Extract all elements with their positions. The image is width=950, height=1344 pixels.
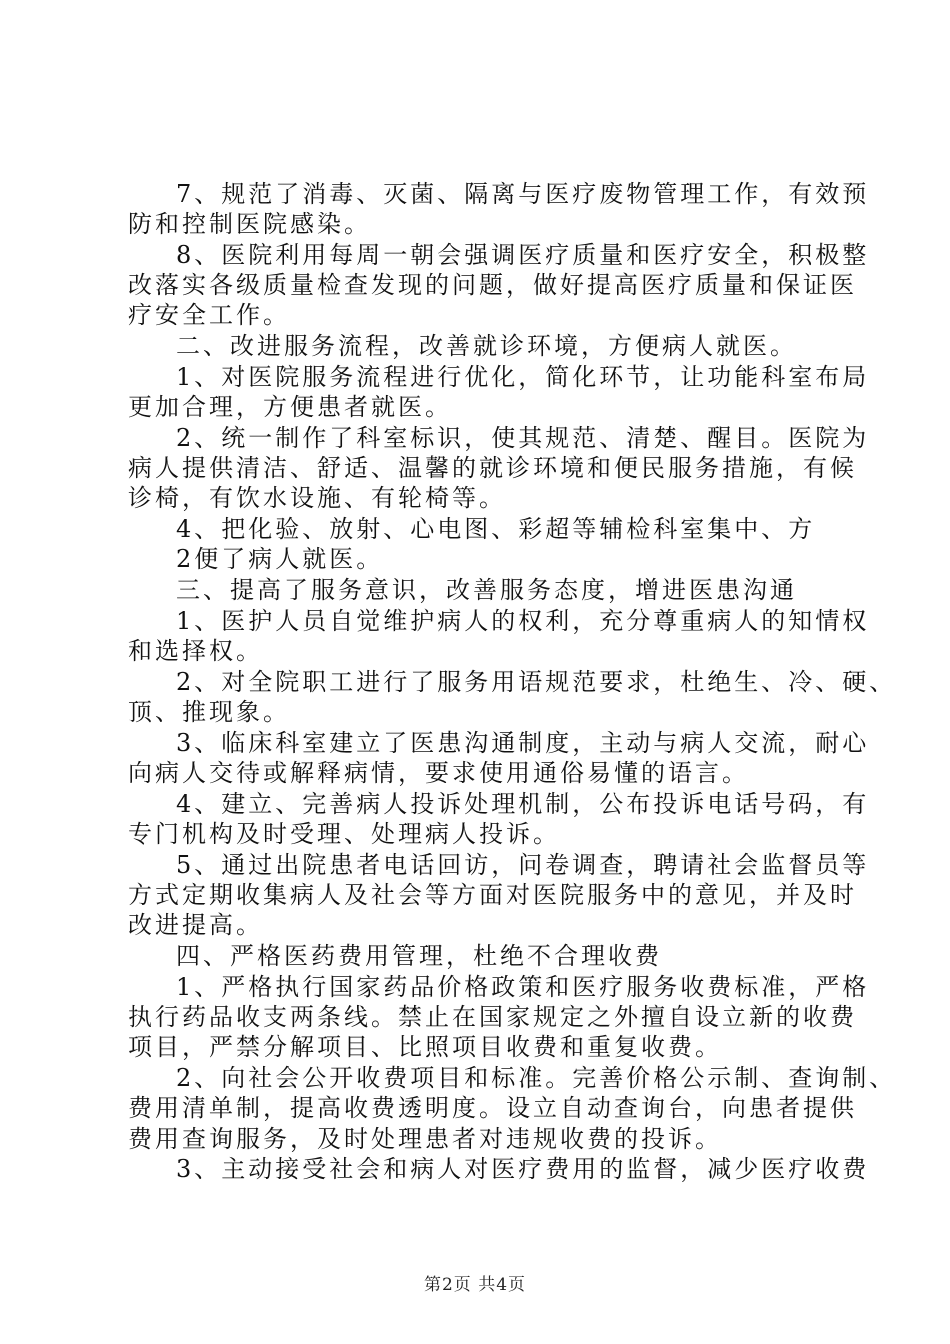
text-line: 7、规范了消毒、灭菌、隔离与医疗废物管理工作，有效预: [176, 180, 870, 208]
text-line: 防和控制医院感染。: [128, 210, 371, 238]
section-heading: 三、提高了服务意识，改善服务态度，增进医患沟通: [176, 576, 797, 604]
text-line: 2、统一制作了科室标识，使其规范、清楚、醒目。医院为: [176, 424, 870, 452]
text-line: 和选择权。: [128, 637, 263, 665]
text-line: 向病人交待或解释病情，要求使用通俗易懂的语言。: [128, 759, 749, 787]
text-line: 改进提高。: [128, 911, 263, 939]
text-line: 改落实各级质量检查发现的问题，做好提高医疗质量和保证医: [128, 271, 857, 299]
text-line: 1、对医院服务流程进行优化，简化环节，让功能科室布局: [176, 363, 870, 391]
text-line: 专门机构及时受理、处理病人投诉。: [128, 820, 560, 848]
text-line: 3、临床科室建立了医患沟通制度，主动与病人交流，耐心: [176, 729, 870, 757]
text-line: 更加合理，方便患者就医。: [128, 393, 452, 421]
text-line: 2、向社会公开收费项目和标准。完善价格公示制、查询制、: [176, 1064, 897, 1092]
text-line: 执行药品收支两条线。禁止在国家规定之外擅自设立新的收费: [128, 1003, 857, 1031]
text-line: 诊椅，有饮水设施、有轮椅等。: [128, 484, 506, 512]
page-footer: 第2页 共4页: [423, 1275, 527, 1295]
text-line: 项目，严禁分解项目、比照项目收费和重复收费。: [128, 1033, 722, 1061]
text-line: 8、医院利用每周一朝会强调医疗质量和医疗安全，积极整: [176, 241, 870, 269]
text-line: 1、医护人员自觉维护病人的权利，充分尊重病人的知情权: [176, 607, 870, 635]
text-line: 费用查询服务，及时处理患者对违规收费的投诉。: [128, 1125, 722, 1153]
text-line: 方式定期收集病人及社会等方面对医院服务中的意见，并及时: [128, 881, 857, 909]
text-line: 2便了病人就医。: [176, 545, 384, 573]
text-line: 顶、推现象。: [128, 698, 290, 726]
text-line: 3、主动接受社会和病人对医疗费用的监督，减少医疗收费: [176, 1155, 870, 1183]
text-line: 1、严格执行国家药品价格政策和医疗服务收费标准，严格: [176, 973, 870, 1001]
text-line: 5、通过出院患者电话回访，问卷调查，聘请社会监督员等: [176, 851, 870, 879]
text-line: 4、建立、完善病人投诉处理机制，公布投诉电话号码，有: [176, 790, 870, 818]
text-line: 疗安全工作。: [128, 301, 290, 329]
text-line: 2、对全院职工进行了服务用语规范要求，杜绝生、冷、硬、: [176, 668, 897, 696]
text-line: 费用清单制，提高收费透明度。设立自动查询台，向患者提供: [128, 1094, 857, 1122]
section-heading: 二、改进服务流程，改善就诊环境，方便病人就医。: [176, 332, 797, 360]
text-line: 4、把化验、放射、心电图、彩超等辅检科室集中、方: [176, 515, 816, 543]
text-line: 病人提供清洁、舒适、温馨的就诊环境和便民服务措施，有候: [128, 454, 857, 482]
section-heading: 四、严格医药费用管理，杜绝不合理收费: [176, 942, 662, 970]
